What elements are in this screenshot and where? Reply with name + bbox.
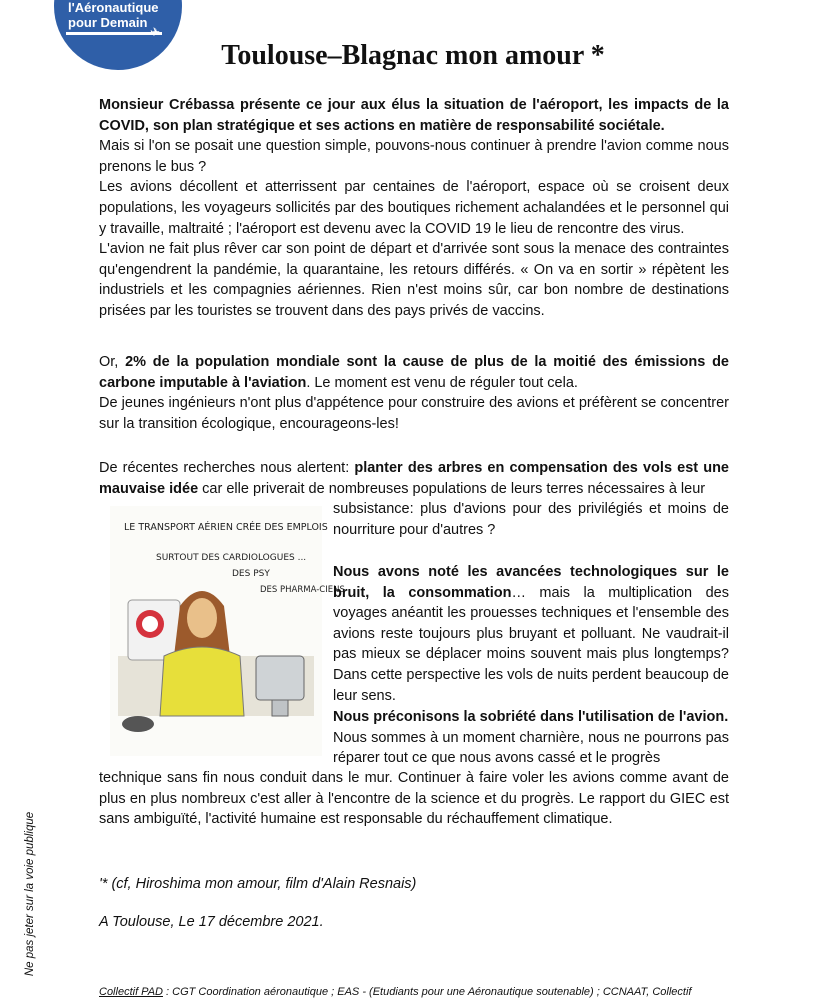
paragraph-sobriety [333,707,729,769]
sobriety-bold: Nous préconisons la sobriété dans l'utilisation de l'avion. [333,709,729,725]
paragraph-emissions [99,352,729,434]
noise-post: … mais la multiplication des voyages anéantit les prouesses techniques et l'ensemble des avions reste toujours plus bruyant et polluant. Ne vaudrait-il pas mieux se déplacer moins souvent mais plus longtemps? Dans cette perspective les vols de nuits perdent beaucoup de leur sens. [333,584,729,704]
sobriety-l2: Nous sommes à un moment charnière, nous ne pourrons pas réparer tout ce que nous avons cassé et le progrès [333,729,729,767]
bubble-pharmaciens: DES PHARMA-CIENS [260,585,345,595]
paragraph-trees-cont: subsistance: plus d'avions pour des privilégiés et moins de nourriture pour d'autres ? [333,501,729,538]
footnote-reference: '* (cf, Hiroshima mon amour, film d'Alain Resnais) [99,876,417,892]
emissions-pre: Or, [99,354,126,370]
emissions-bold: 2% de la population mondiale sont la cause de plus de la moitié des émissions de carbone imputable à l'aviation [99,354,729,391]
paragraph-trees [99,458,729,499]
emissions-post: . Le moment est venu de réguler tout cela. [306,374,578,391]
logo-text [68,0,159,30]
phone-shape [122,716,154,732]
paragraph-intro [99,95,729,322]
logo-line1: l'Aéronautique [68,0,159,15]
logo-line2: pour Demain [68,15,148,30]
cartoon-caption: LE TRANSPORT AÉRIEN CRÉE DES EMPLOIS [124,522,328,533]
footer-credits [99,986,739,998]
paragraph-conclusion: technique sans fin nous conduit dans le mur. Continuer à faire voler les avions comme avant de plus en plus nombreux c'est aller à l'encontre de la science et du progrès. Le rapport du GIEC est sans ambiguïté, l'activité humaine est responsable du réchauffement climatique. [99,770,729,828]
trees-post: car elle priverait de nombreuses populations de leurs terres nécessaires à leur [198,480,706,497]
trees-pre: De récentes recherches nous alertent: [99,460,355,476]
red-logo-inner [142,616,158,632]
bubble-cardiologues: SURTOUT DES CARDIOLOGUES ... [156,553,307,563]
face-shape [187,598,217,638]
collectif-link[interactable]: Collectif PAD [99,986,163,998]
logo-underline [66,32,162,35]
sweater-shape [160,647,244,716]
monitor-shape [256,656,304,700]
date-line: A Toulouse, Le 17 décembre 2021. [99,914,324,930]
plane-icon: ✈ [150,25,161,39]
paragraph-noise [333,562,729,706]
page-title: Toulouse–Blagnac mon amour * [221,40,605,71]
intro-question: Mais si l'on se posait une question simple, pouvons-nous continuer à prendre l'avion comme nous prenons le bus ? [99,138,729,175]
trees-bold: planter des arbres en compensation des vols est une mauvaise idée [99,460,729,497]
intro-bold: Monsieur Crébassa présente ce jour aux élus la situation de l'aéroport, les impacts de la COVID, son plan stratégique et ses actions en matière de responsabilité sociétale. [99,97,729,134]
bubble-psy: DES PSY [232,569,270,579]
cartoon-drawing [110,506,345,756]
side-notice: Ne pas jeter sur la voie publique [24,811,36,977]
monitor-stand [272,700,288,716]
intro-pandemic: L'avion ne fait plus rêver car son point de départ et d'arrivée sont sous la menace des contraintes qu'engendrent la pandémie, la quarantaine, les retours différés. « On va en sortir » répètent les industriels et les compagnies aériennes. Rien n'est moins sûr, car bon nombre de destinations prisées par les touristes se trouvent dans des pays privés de vaccins. [99,241,729,319]
cartoon-illustration [110,506,345,756]
engineers-text: De jeunes ingénieurs n'ont plus d'appétence pour construire des avions et préfèrent se concentrer sur la transition écologique, encourageons-les! [99,395,729,432]
footer-rest: : CGT Coordination aéronautique ; EAS - (Etudiants pour une Aéronautique soutenable) ; CCNAAT, Collectif [162,986,692,998]
noise-bold: Nous avons noté les avancées technologiques sur le bruit, la consommation [333,564,729,601]
intro-airport: Les avions décollent et atterrissent par centaines de l'aéroport, espace où se croisent deux populations, les voyageurs sollicités par des boutiques richement achalandées et le personnel qui y travaille, maltraité ; l'aéroport est devenu avec la COVID 19 le lieu de rencontre des virus. [99,179,729,237]
